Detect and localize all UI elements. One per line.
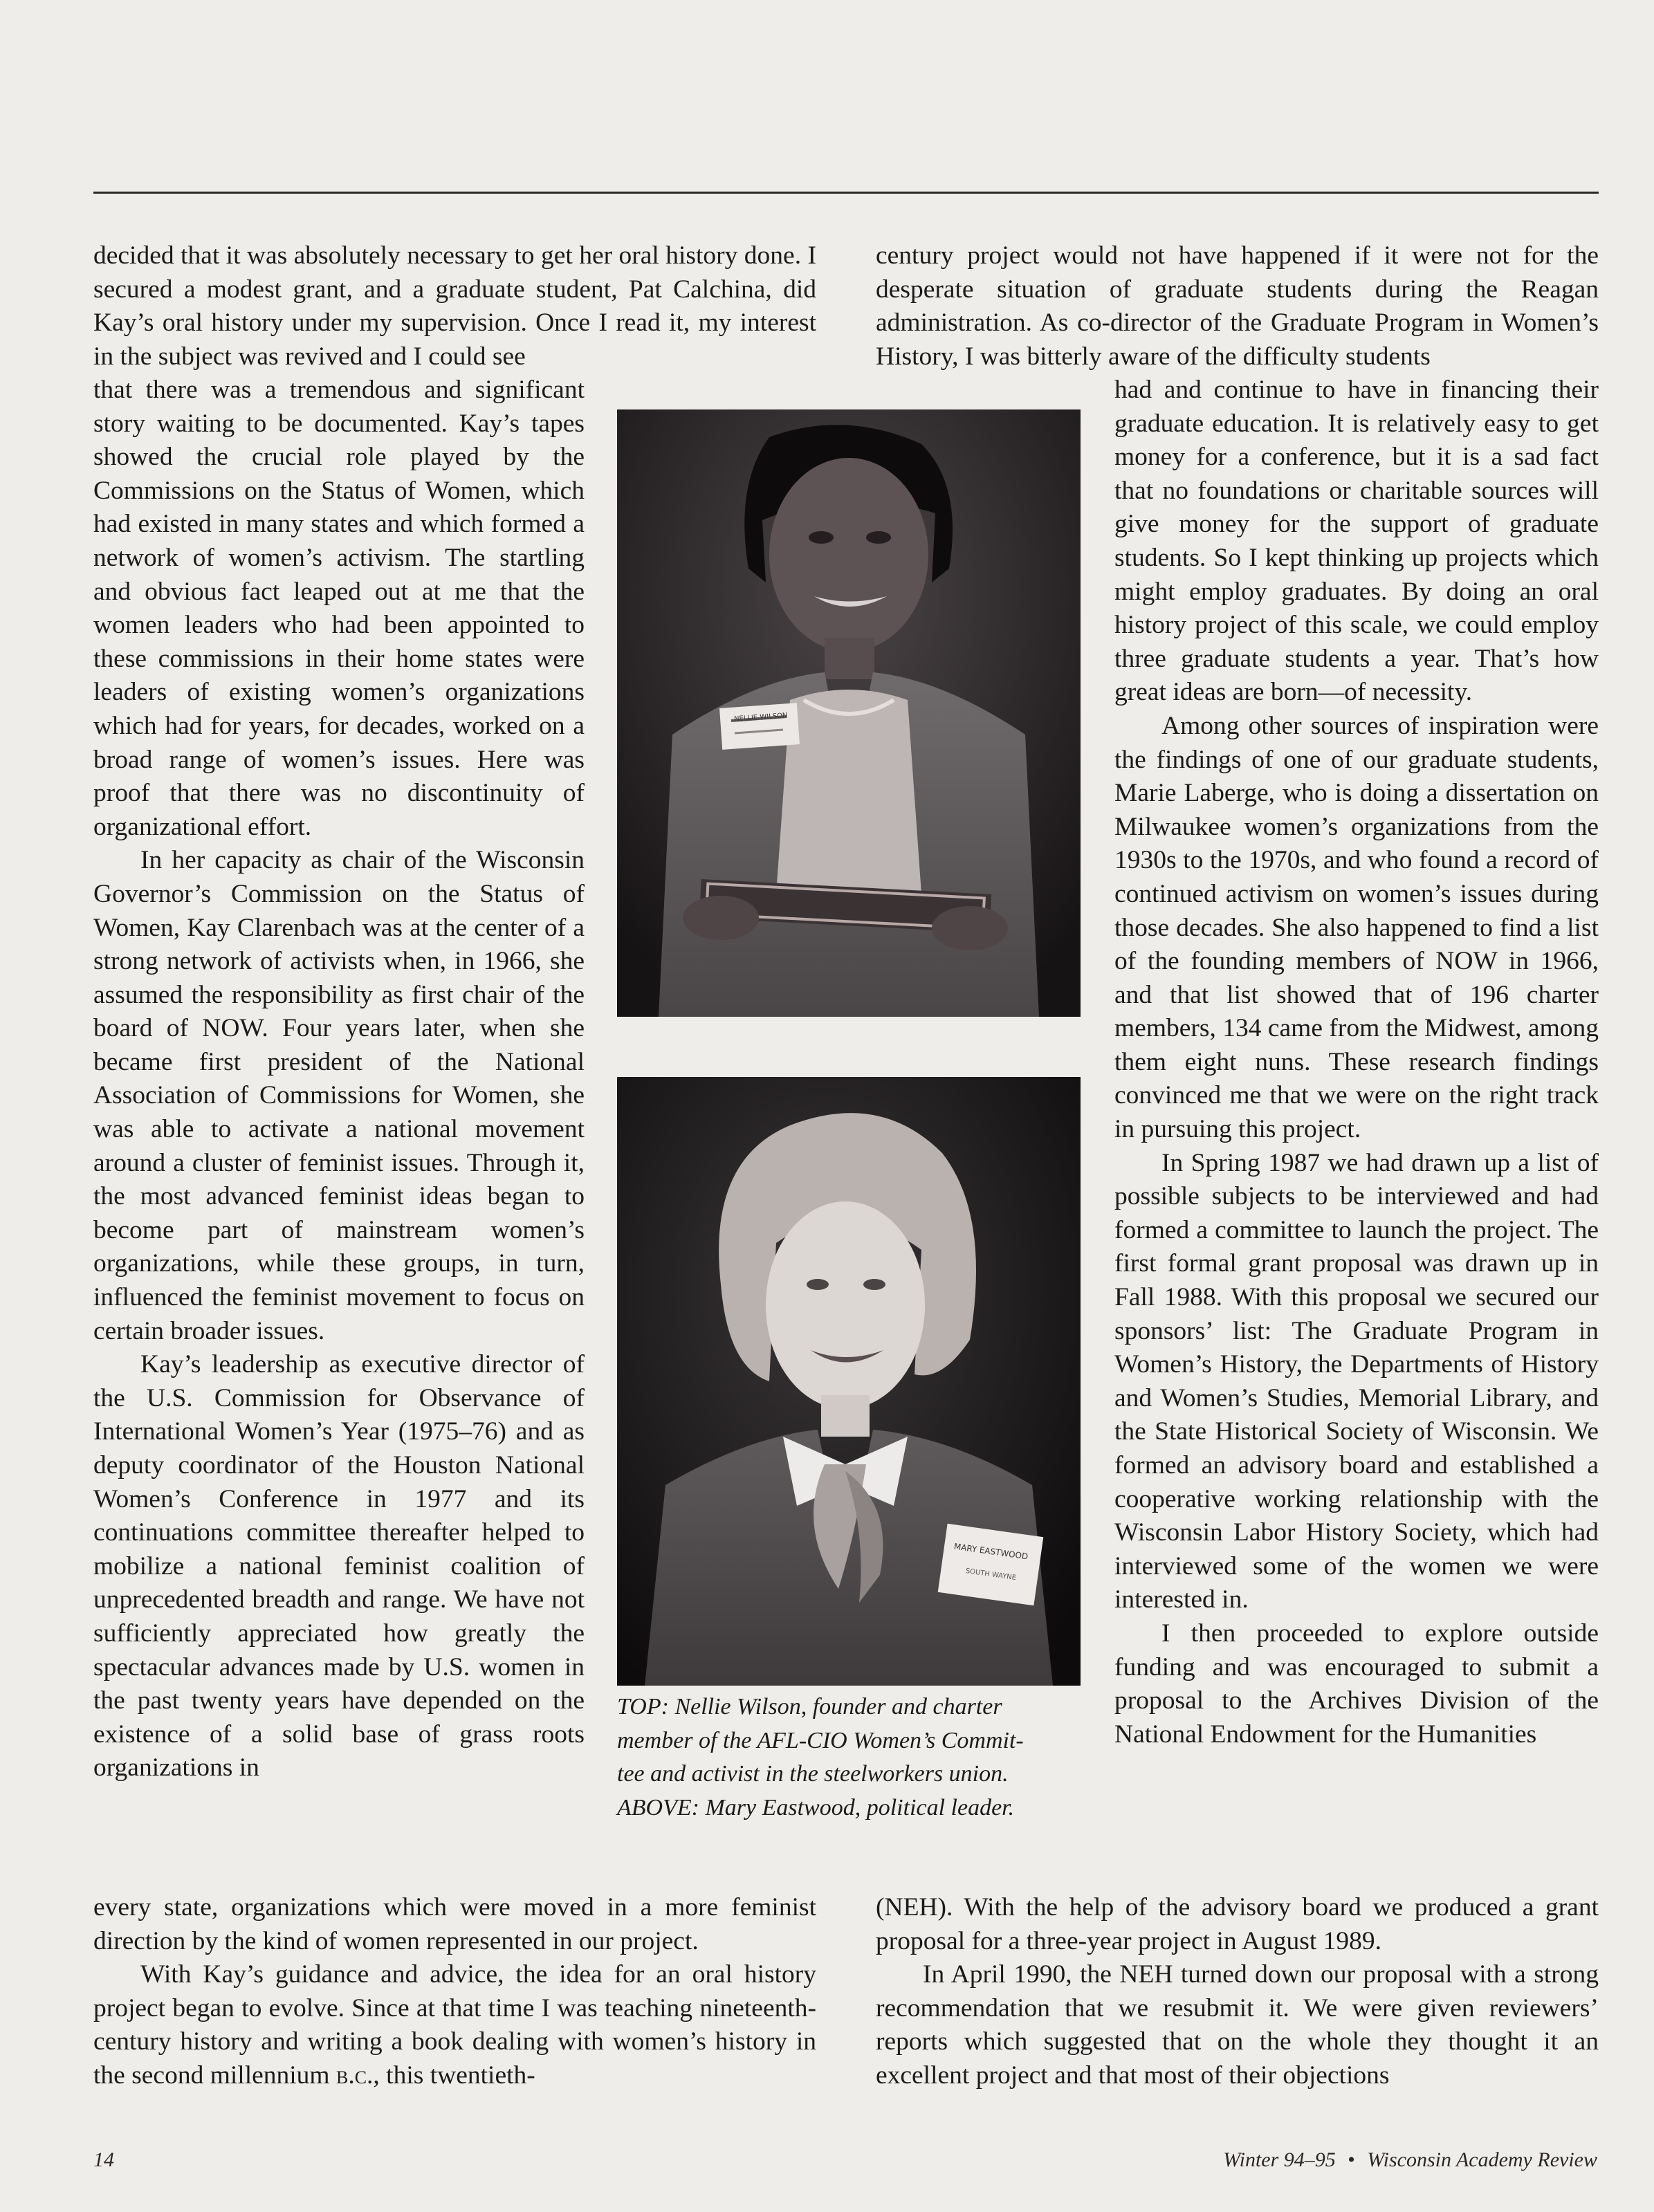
photo-mary-eastwood — [617, 1077, 1081, 1686]
bc-abbreviation: b.c. — [336, 2061, 374, 2090]
right-paragraph-4-lead: I then proceeded to explore outside funding and was encouraged to submit a proposal to the Archives Division of the National Endowment for the Humanities — [1114, 1619, 1599, 1749]
right-paragraph-2: Among other sources of inspiration were the findings of one of our graduate students, Marie Laberge, who is doing a dissertation on Milwaukee women’s organizations from the 1930s to the 1970s, and who found a record of continued activism on women’s issues during those decades. She also happened to find a list of the founding members of NOW in 1966, and that list showed that of 196 charter members, 134 came from the Midwest, among them eight nuns. These research findings convinced me that we were on the right track in pursuing this project. — [1114, 711, 1599, 1144]
left-column-top — [93, 239, 816, 374]
footer-issue: Winter 94–95 — [1223, 2148, 1336, 2171]
right-paragraph-1-rest: had and continue to have in financing their graduate education. It is relatively easy to get money for a conference, but it is a sad fact that no foundations or charitable sources will give money for the support of graduate students. So I kept thinking up projects which might employ graduates. By doing an oral history project of this scale, we could employ three graduate students a year. That’s how great ideas are born—of necessity. — [1114, 376, 1599, 707]
right-column-top — [876, 239, 1599, 374]
left-paragraph-1-lead: decided that it was absolutely necessary to get her oral history done. I secured a modest grant, and a graduate student, Pat Calchina, did Kay’s oral history under my supervision. Once I read it, my interest in the subject was revived and I could see — [93, 241, 816, 371]
photo-caption — [617, 1690, 1060, 1825]
caption-line-1: TOP: Nellie Wilson, founder and charter — [617, 1694, 1002, 1720]
left-column-bottom — [93, 1891, 816, 2093]
photo-nellie-wilson — [617, 409, 1081, 1017]
running-footer — [1223, 2148, 1597, 2172]
right-paragraph-1-lead: century project would not have happened if it were not for the desperate situation of graduate students during the Reagan administration. As co-director of the Graduate Program in Women’s History, I was bitterly aware of the difficulty students — [876, 241, 1599, 371]
right-paragraph-3: In Spring 1987 we had drawn up a list of possible subjects to be interviewed and had formed a committee to launch the project. The first formal grant proposal was drawn up in Fall 1988. With this proposal we secured our sponsors’ list: The Graduate Program in Women’s History, the Departments of History and Women’s Studies, Memorial Library, and the State Historical Society of Wisconsin. We formed an advisory board and established a cooperative working relationship with the Wisconsin Labor History Society, which had interviewed some of the women we were interested in. — [1114, 1148, 1599, 1614]
caption-line-2: member of the AFL-CIO Women’s Commit- — [617, 1727, 1024, 1753]
caption-line-4: ABOVE: Mary Eastwood, political leader. — [617, 1794, 1015, 1821]
footer-separator: • — [1348, 2148, 1355, 2171]
right-paragraph-5: In April 1990, the NEH turned down our proposal with a strong recommendation that we resubmit it. We were given reviewers’ reports which suggested that on the whole they thought it an excellent project and that most of their objections — [876, 1960, 1599, 2090]
caption-line-3: tee and activist in the steelworkers union. — [617, 1761, 1009, 1787]
left-paragraph-3-rest: every state, organizations which were moved in a more feminist direction by the kind of women represented in our project. — [93, 1893, 816, 1955]
right-column-bottom — [876, 1891, 1599, 2093]
bottom-badge-name: MARY EASTWOOD — [953, 1541, 1029, 1562]
left-column-wrap — [93, 374, 585, 1785]
right-column-wrap — [1114, 374, 1599, 1751]
photo-mary-eastwood-image — [617, 1077, 1081, 1686]
header-rule — [93, 192, 1599, 194]
bottom-badge-sub: SOUTH WAYNE — [965, 1567, 1017, 1583]
p4-text-before: With Kay’s guidance and advice, the idea for an oral history project began to evolve. Since at that time I was teaching nineteenth-century history and writing a book dealing with women’s history in the second millennium — [93, 1960, 816, 2090]
photo-nellie-wilson-image — [617, 409, 1081, 1017]
right-paragraph-4-rest: (NEH). With the help of the advisory board we produced a grant proposal for a three-year project in August 1989. — [876, 1893, 1599, 1955]
left-paragraph-4 — [93, 1958, 816, 2092]
page-number: 14 — [93, 2148, 114, 2171]
top-badge-text: NELLIE WILSON — [733, 712, 788, 723]
p4-text-after: , this twentieth- — [373, 2061, 535, 2090]
left-paragraph-1-rest: that there was a tremendous and significant story waiting to be documented. Kay’s tapes showed the crucial role played by the Commissions on the Status of Women, which had existed in many states and which formed a network of women’s activism. The startling and obvious fact leaped out at me that the women leaders who had been appointed to these commissions in their home states were leaders of existing women’s organizations which had for years, for decades, worked on a broad range of women’s issues. Here was proof that there was no discontinuity of organizational effort. — [93, 376, 585, 841]
left-paragraph-3-lead: Kay’s leadership as executive director of the U.S. Commission for Observance of International Women’s Year (1975–76) and as deputy coordinator of the Houston National Women’s Conference in 1977 and its continuations committee thereafter helped to mobilize a national feminist coalition of unprecedented breadth and range. We have not sufficiently appreciated how greatly the spectacular advances made by U.S. women in the past twenty years have depended on the existence of a solid base of grass roots organizations in — [93, 1350, 585, 1782]
footer-publication: Wisconsin Academy Review — [1367, 2148, 1597, 2171]
left-paragraph-2: In her capacity as chair of the Wisconsin Governor’s Commission on the Status of Women, Kay Clarenbach was at the center of a strong network of activists when, in 1966, she assumed the responsibility as first chair of the board of NOW. Four years later, when she became first president of the National Association of Commissions for Women, she was able to activate a national movement around a cluster of feminist issues. Through it, the most advanced feminist ideas began to become part of mainstream women’s organizations, while these groups, in turn, influenced the feminist movement to focus on certain broader issues. — [93, 846, 585, 1345]
